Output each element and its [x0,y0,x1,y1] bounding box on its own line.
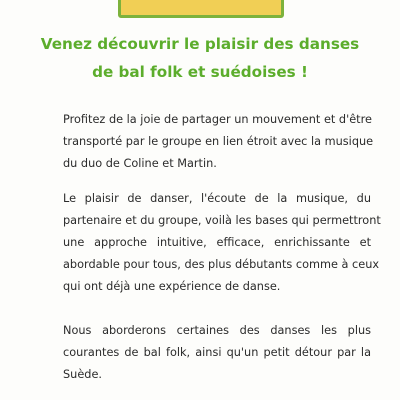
paragraph-line: Profitez de la joie de partager un mouvement et d'être [63,113,372,126]
paragraph-line: une approche intuitive, efficace, enrichissante et [63,236,371,249]
paragraph-line: Le plaisir de danser, l'écoute de la musique, du [63,192,371,205]
paragraph-line: qui ont déjà une expérience de danse. [63,280,281,293]
paragraph-approach [63,188,381,298]
paragraph-line: Nous aborderons certaines des danses les plus [63,324,371,337]
paragraph-line: abordable pour tous, des plus débutants comme à ceux [63,258,380,271]
paragraph-line: transporté par le groupe en lien étroit avec la musique [63,135,374,148]
paragraph-dances [63,320,371,386]
headline-line-2: de bal folk et suédoises ! [92,63,308,81]
paragraph-line: Suède. [63,368,102,381]
paragraph-line: partenaire et du groupe, voilà les bases qui permettront [63,214,381,227]
paragraph-intro [63,109,374,175]
headline-line-1: Venez découvrir le plaisir des danses [40,35,360,53]
paragraph-line: du duo de Coline et Martin. [63,157,217,170]
header-banner [118,0,284,18]
paragraph-line: courantes de bal folk, ainsi qu'un petit détour par la [63,346,371,359]
headline [20,30,380,86]
